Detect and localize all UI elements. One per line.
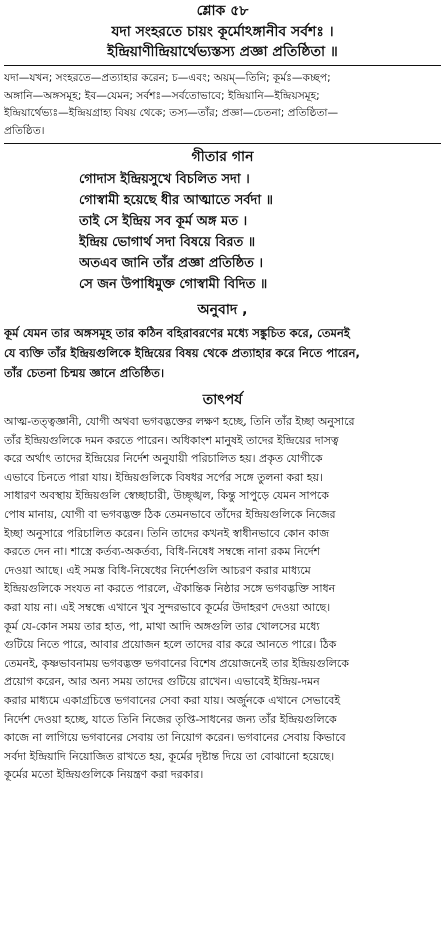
purport-line: করা যায় না। এই সম্বন্ধে এখানে খুব সুন্দরভাবে কূর্মের উদাহরণ দেওয়া আছে। <box>4 600 331 614</box>
purport-line: গুটিয়ে নিতে পারে, আবার প্রয়োজন হলে তাদের বার করে আনতে পারে। ঠিক <box>4 638 337 652</box>
synonyms-line: ইন্দ্রিয়ার্থেভ্যঃ—ইন্দ্রিয়গ্রাহ্য বিষয় থেকে; তস্য—তাঁর; প্রজ্ঞা—চেতনা; প্রতিষ্ঠিতা— <box>4 107 339 119</box>
purport-line: সাধারণ অবস্থায় ইন্দ্রিয়গুলি স্বেচ্ছাচারী, উচ্ছৃঙ্খল, কিন্তু সাপুড়ে যেমন সাপকে <box>4 489 329 503</box>
verse-title: শ্লোক ৫৮ <box>196 3 249 19</box>
translation-line: যে ব্যক্তি তাঁর ইন্দ্রিয়গুলিকে ইন্দ্রিয়ের বিষয় থেকে প্রত্যাহার করে নিতে পারেন, <box>4 346 360 360</box>
translation-line: তাঁর চেতনা চিন্ময় জ্ঞানে প্রতিষ্ঠিত। <box>4 366 165 380</box>
purport-line: তাঁর ইন্দ্রিয়গুলিকে দমন করতে পারেন। অধিকাংশ মানুষই তাদের ইন্দ্রিয়ের দাসত্ব <box>4 433 339 447</box>
translation-line: কূর্ম যেমন তার অঙ্গসমূহ তার কঠিন বহিরাবরণের মধ্যে সঙ্কুচিত করে, তেমনই <box>4 326 350 340</box>
translation-title: অনুবাদ , <box>197 302 248 318</box>
divider <box>4 65 441 66</box>
purport-line: তেমনই, কৃষ্ণভাবনাময় ভগবদ্ভক্ত ভগবানের বিশেষ প্রয়োজনেই তার ইন্দ্রিয়গুলিকে <box>4 656 349 670</box>
purport-line: সর্বদা ইন্দ্রিয়াদি নিয়োজিত রাখতে হয়, কূর্মের দৃষ্টান্ত দিয়ে তা বোঝানো হয়েছে। <box>4 749 335 763</box>
purport-line: করে অর্থাৎ তাদের ইন্দ্রিয়ের নির্দেশ অনুযায়ী পরিচালিত হয়। প্রকৃত যোগীকে <box>4 452 323 466</box>
purport-line: এভাবে চিনতে পারা যায়। ইন্দ্রিয়গুলিকে বিষধর সর্পের সঙ্গে তুলনা করা হয়। <box>4 470 323 484</box>
purport-title: তাৎপর্য <box>202 392 243 408</box>
song-line: সে জন উপাধিমুক্ত গোস্বামী বিদিত ॥ <box>79 277 268 292</box>
page <box>0 2 445 952</box>
translation <box>4 323 441 383</box>
sanskrit-verse <box>4 22 441 62</box>
purport-line: ইন্দ্রিয়গুলিকে সংযত না করতে পারলে, ঐকান্তিক নিষ্ঠার সঙ্গে ভগবদ্ভক্তি সাধন <box>4 582 336 596</box>
song-verse <box>4 169 441 295</box>
purport-line: ইচ্ছা অনুসারে পরিচালিত করেন। তিনি তাদের কখনই স্বাধীনভাবে কোন কাজ <box>4 526 329 540</box>
purport-line: করতে দেন না। শাস্ত্রে কর্তব্য-অকর্তব্য, বিধি-নিষেধ সম্বন্ধে নানা রকম নির্দেশ <box>4 545 320 559</box>
song-line: ইন্দ্রিয় ভোগার্থ সদা বিষয়ে বিরত ॥ <box>79 235 256 250</box>
synonyms-line: প্রতিষ্ঠিত। <box>4 124 45 137</box>
song-line: গোস্বামী হয়েছে ধীর আত্মাতে সর্বদা ॥ <box>79 193 273 208</box>
song-title: গীতার গান <box>191 149 254 165</box>
purport-line: কূর্মের মতো ইন্দ্রিয়গুলিকে নিয়ন্ত্রণ করা দরকার। <box>4 768 204 782</box>
song-line: অতএব জানি তাঁর প্রজ্ঞা প্রতিষ্ঠিত । <box>79 256 264 271</box>
purport-line: আত্ম-তত্ত্বজ্ঞানী, যোগী অথবা ভগবদ্ভক্তের লক্ষণ হচ্ছে, তিনি তাঁর ইচ্ছা অনুসারে <box>4 415 355 428</box>
purport-line: কূর্ম যে-কোন সময় তার হাত, পা, মাথা আদি অঙ্গগুলি তার খোলসের মধ্যে <box>4 619 320 633</box>
sanskrit-line: যদা সংহরতে চায়ং কূর্মোঽঙ্গানীব সর্বশঃ । <box>111 24 334 40</box>
song-line: গোদাস ইন্দ্রিয়সুখে বিচলিত সদা । <box>79 172 250 187</box>
synonyms-line: যদা—যখন; সংহরতে—প্রত্যাহার করেন; চ—এবং; অয়ম্—তিনি; কূর্মঃ—কচ্ছপ; <box>4 72 331 84</box>
purport <box>4 413 441 785</box>
synonyms <box>4 70 441 140</box>
purport-line: দেওয়া আছে। এই সমস্ত বিধি-নিষেধের নির্দেশগুলি আচরণ করার মাধ্যমে <box>4 563 311 577</box>
purport-line: পোষ মানায়, যোগী বা ভগবদ্ভক্ত ঠিক তেমনভাবে তাঁদের ইন্দ্রিয়গুলিকে নিজের <box>4 507 336 521</box>
synonyms-line: অঙ্গানি—অঙ্গসমূহ; ইব—যেমন; সর্বশঃ—সর্বতোভাবে; ইন্দ্রিয়ানি—ইন্দ্রিয়সমূহ; <box>4 89 320 102</box>
divider <box>4 143 441 144</box>
purport-line: কাজে না লাগিয়ে ভগবানের সেবায় তা নিয়োগ করেন। ভগবানের সেবায় কিভাবে <box>4 731 346 745</box>
purport-line: নির্দেশ দেওয়া হচ্ছে, যাতে তিনি নিজের তৃপ্তি-সাধনের জন্য তাঁর ইন্দ্রিয়গুলিকে <box>4 712 337 726</box>
sanskrit-line: ইন্দ্রিয়াণীন্দ্রিয়ার্থেভ্যস্তস্য প্রজ্ঞা প্রতিষ্ঠিতা ॥ <box>107 44 338 60</box>
purport-line: করার মাধ্যমে একাগ্রচিত্তে ভগবানের সেবা করা যায়। অর্জুনকে এখানে সেভাবেই <box>4 693 340 707</box>
song-line: তাই সে ইন্দ্রিয় সব কূর্ম অঙ্গ মত । <box>79 214 248 229</box>
purport-line: প্রয়োগ করেন, আর অন্য সময় তাদের গুটিয়ে রাখেন। এভাবেই ইন্দ্রিয়-দমন <box>4 675 320 689</box>
